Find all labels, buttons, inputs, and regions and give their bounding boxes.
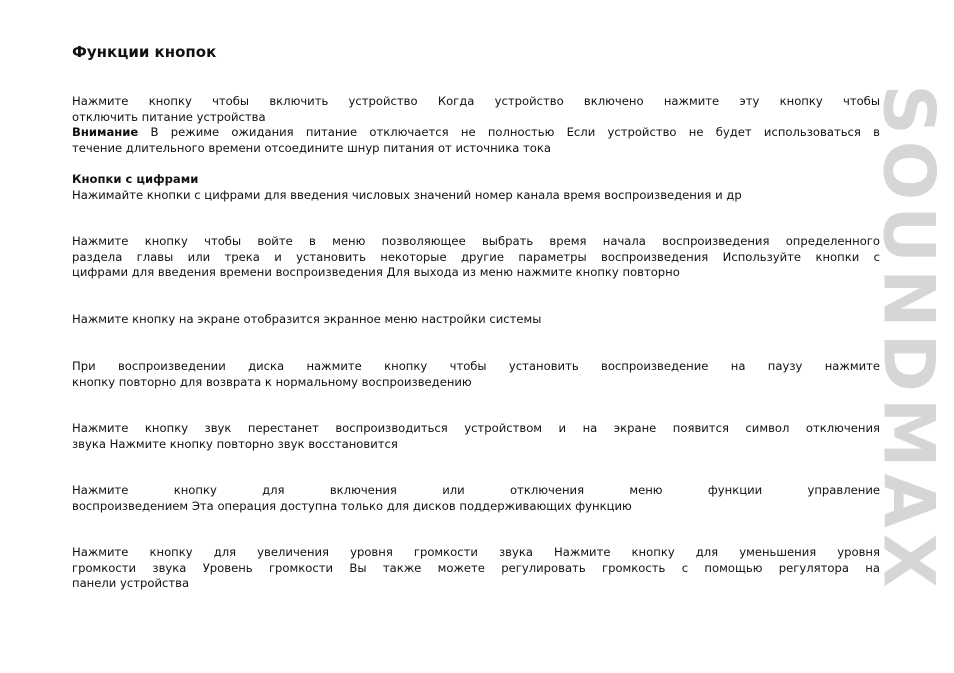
mute-line-1: Нажмите кнопку звук перестанет воспроизводиться устройством и на экране появится символ отключения xyxy=(72,421,880,435)
power-line-2: отключить питание устройства xyxy=(72,109,266,124)
pbc-line-1: Нажмите кнопку для включения или отключения меню функции управление xyxy=(72,483,880,497)
volume-paragraph xyxy=(72,545,880,592)
brand-watermark xyxy=(868,52,951,626)
power-paragraph xyxy=(72,94,880,156)
power-line-1: Нажмите кнопку чтобы включить устройство Когда устройство включено нажмите эту кнопку чтобы xyxy=(72,94,880,108)
setup-paragraph xyxy=(72,312,880,328)
setup-line-1: Нажмите кнопку на экране отобразится экранное меню настройки системы xyxy=(72,312,542,326)
digits-paragraph xyxy=(72,172,880,203)
page-title: Функции кнопок xyxy=(72,43,217,61)
volume-line-3: панели устройства xyxy=(72,576,190,590)
volume-line-2: громкости звука Уровень громкости Вы также можете регулировать громкость с помощью регулятора на xyxy=(72,560,880,575)
pause-line-1: При воспроизведении диска нажмите кнопку чтобы установить воспроизведение на паузу нажмите xyxy=(72,359,880,373)
warning-label: Внимание xyxy=(72,125,139,139)
pause-line-2: кнопку повторно для возврата к нормальному воспроизведению xyxy=(72,374,472,389)
warning-line-2: течение длительного времени отсоедините шнур питания от источника тока xyxy=(72,140,551,155)
warning-line-1 xyxy=(72,125,880,141)
warning-text: В режиме ожидания питание отключается не полностью Если устройство не будет использоваться в xyxy=(138,125,880,139)
pbc-paragraph xyxy=(72,483,880,514)
goto-line-1: Нажмите кнопку чтобы войте в меню позволяющее выбрать время начала воспроизведения определенного xyxy=(72,234,880,248)
mute-paragraph xyxy=(72,421,880,452)
digits-heading: Кнопки с цифрами xyxy=(72,172,199,186)
goto-line-3: цифрами для введения времени воспроизведения Для выхода из меню нажмите кнопку повторно xyxy=(72,265,680,279)
pause-paragraph xyxy=(72,359,880,390)
brand-logo-text: SOUNDMAX xyxy=(868,84,951,594)
pbc-line-2: воспроизведением Эта операция доступна только для дисков поддерживающих функцию xyxy=(72,498,632,513)
digits-line-1: Нажимайте кнопки с цифрами для введения числовых значений номер канала время воспроизведения и др xyxy=(72,187,742,202)
mute-line-2: звука Нажмите кнопку повторно звук восстановится xyxy=(72,436,398,451)
goto-paragraph xyxy=(72,234,880,281)
volume-line-1: Нажмите кнопку для увеличения уровня громкости звука Нажмите кнопку для уменьшения уровня xyxy=(72,545,880,559)
goto-line-2: раздела главы или трека и установить некоторые другие параметры воспроизведения Используйте кнопки с xyxy=(72,249,880,264)
